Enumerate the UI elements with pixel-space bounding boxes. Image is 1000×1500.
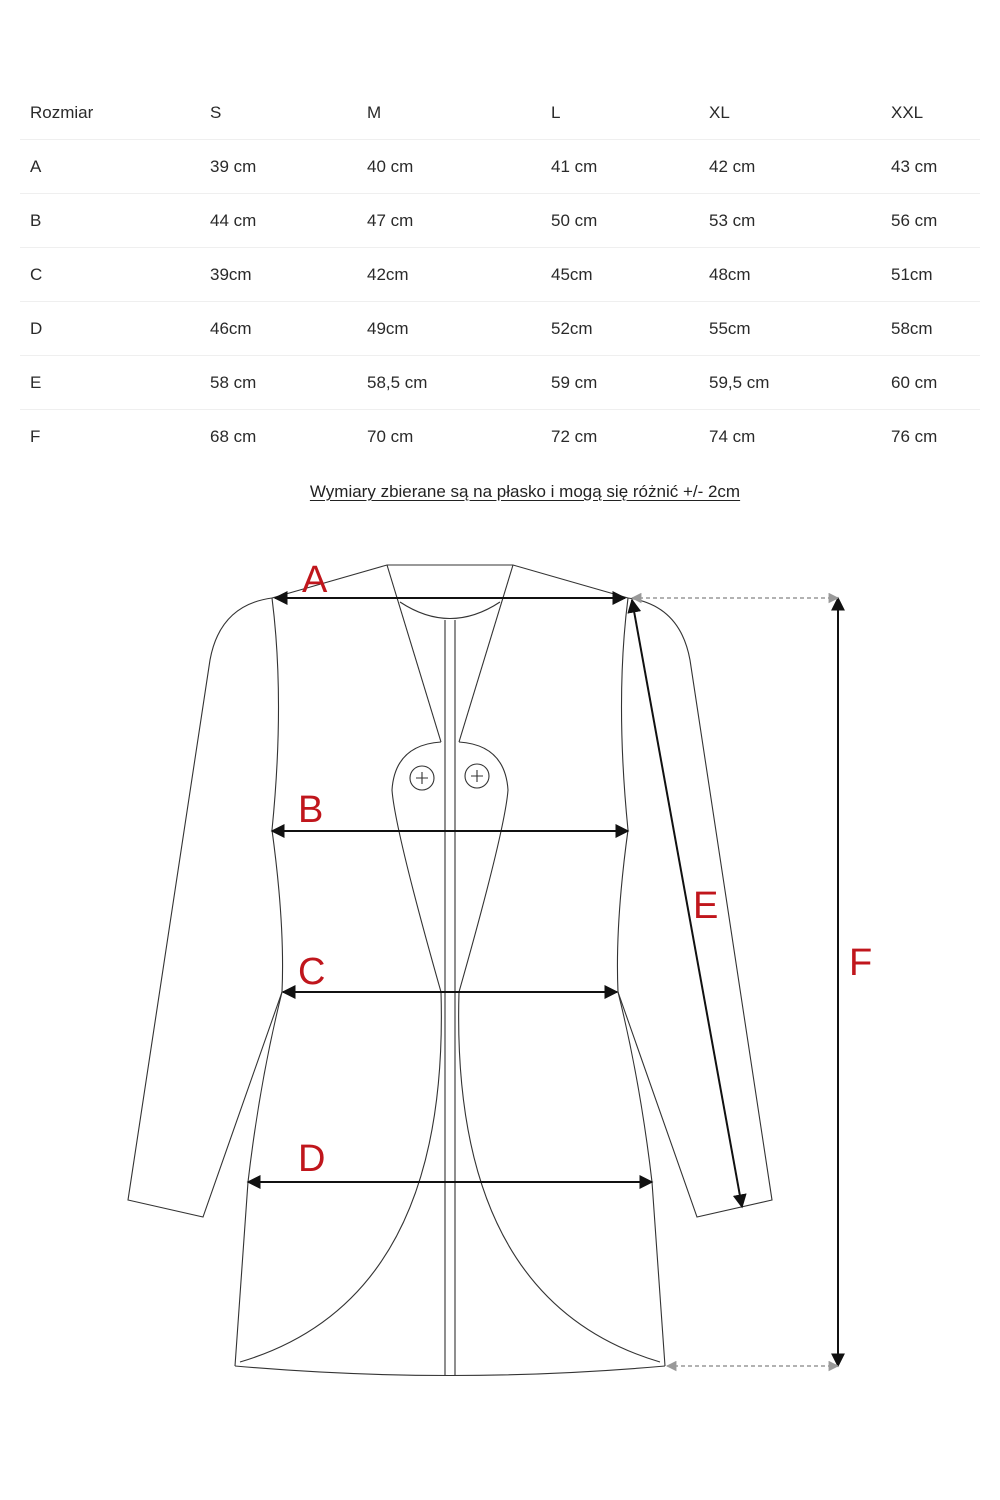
row-label: D xyxy=(20,302,200,356)
table-row xyxy=(20,248,980,302)
header-s: S xyxy=(200,86,357,140)
table-cell: 58,5 cm xyxy=(357,356,541,410)
row-label: E xyxy=(20,356,200,410)
table-cell: 58 cm xyxy=(200,356,357,410)
size-table xyxy=(20,86,980,463)
table-header-row xyxy=(20,86,980,140)
jacket-outline xyxy=(128,565,772,1376)
table-cell: 51cm xyxy=(881,248,980,302)
header-xl: XL xyxy=(699,86,881,140)
table-cell: 50 cm xyxy=(541,194,699,248)
table-cell: 70 cm xyxy=(367,426,414,446)
measure-e-arrow xyxy=(632,600,742,1207)
table-cell: 59,5 cm xyxy=(699,356,881,410)
garment-diagram xyxy=(0,540,1000,1420)
table-row xyxy=(20,194,980,248)
table-cell: 55cm xyxy=(699,302,881,356)
table-row xyxy=(20,302,980,356)
row-label: A xyxy=(20,140,200,194)
table-cell: 58cm xyxy=(881,302,980,356)
header-m: M xyxy=(357,86,541,140)
table-cell: 49cm xyxy=(357,302,541,356)
measure-label-e: E xyxy=(693,885,719,927)
table-cell: 42 cm xyxy=(699,140,881,194)
table-cell: 56 cm xyxy=(881,194,980,248)
table-row xyxy=(20,140,980,194)
measure-label-c: C xyxy=(298,951,326,993)
measurement-note: Wymiary zbierane są na płasko i mogą się różnić +/- 2cm xyxy=(309,482,741,501)
table-cell: 46cm xyxy=(200,302,357,356)
measure-label-d: D xyxy=(298,1138,326,1180)
row-label: F xyxy=(30,426,41,446)
table-row xyxy=(20,410,980,464)
row-label: B xyxy=(20,194,200,248)
table-cell: 60 cm xyxy=(881,356,980,410)
table-cell: 76 cm xyxy=(891,426,938,446)
row-label: C xyxy=(20,248,200,302)
header-xxl: XXL xyxy=(881,86,980,140)
table-cell: 68 cm xyxy=(210,426,257,446)
table-cell: 72 cm xyxy=(551,426,598,446)
measure-label-b: B xyxy=(298,789,324,831)
table-cell: 59 cm xyxy=(541,356,699,410)
table-row xyxy=(20,356,980,410)
table-cell: 52cm xyxy=(541,302,699,356)
header-l: L xyxy=(541,86,699,140)
table-cell: 42cm xyxy=(357,248,541,302)
measure-label-f: F xyxy=(849,942,873,984)
table-cell: 48cm xyxy=(699,248,881,302)
table-cell: 40 cm xyxy=(357,140,541,194)
table-cell: 44 cm xyxy=(200,194,357,248)
table-cell: 74 cm xyxy=(709,426,756,446)
table-cell: 39cm xyxy=(200,248,357,302)
table-cell: 41 cm xyxy=(541,140,699,194)
table-cell: 53 cm xyxy=(699,194,881,248)
table-cell: 39 cm xyxy=(200,140,357,194)
table-cell: 43 cm xyxy=(881,140,980,194)
table-cell: 47 cm xyxy=(357,194,541,248)
measure-label-a: A xyxy=(302,559,328,601)
table-cell: 45cm xyxy=(541,248,699,302)
header-size: Rozmiar xyxy=(20,86,200,140)
